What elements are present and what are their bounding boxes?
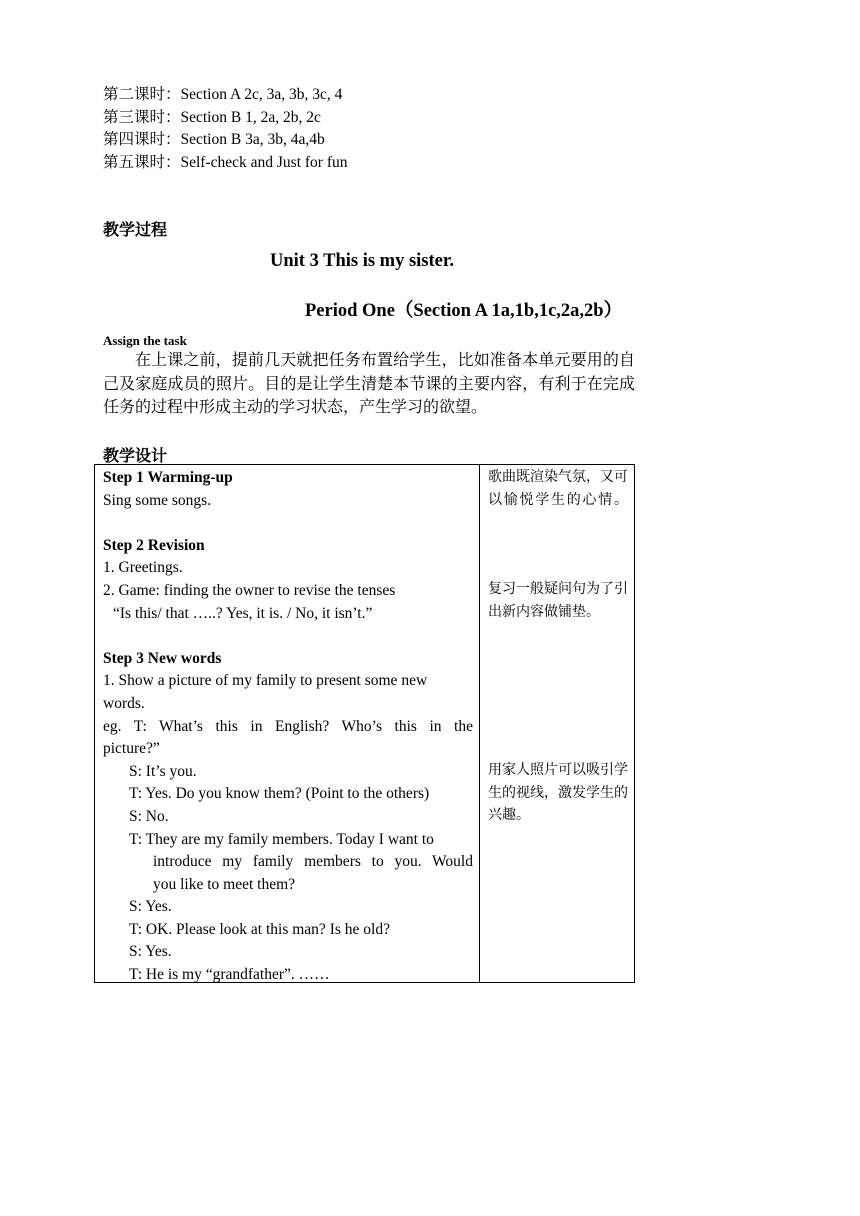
step-heading: Step 2 Revision xyxy=(103,536,205,554)
assign-task-paragraph: 在上课之前，提前几天就把任务布置给学生，比如准备本单元要用的自己及家庭成员的照片。目的是让学生清楚本节课的主要内容，有利于在完成任务的过程中形成主动的学习状态，产生学习的欲望。 xyxy=(103,352,635,416)
step-line: eg. T: What’s this in English? Who’s this in the xyxy=(103,717,473,735)
dialogue-line: T: He is my “grandfather”. …… xyxy=(129,966,330,984)
step-line: Sing some songs. xyxy=(103,491,212,509)
dialogue-line: S: Yes. xyxy=(129,943,172,961)
period-title: Period One（Section A 1a,1b,1c,2a,2b） xyxy=(305,301,623,321)
period-item: 第二课时：Section A 2c, 3a, 3b, 3c, 4 xyxy=(103,86,343,103)
step-line: words. xyxy=(103,694,145,712)
table-steps-column xyxy=(103,467,473,987)
period-item: 第三课时：Section B 1, 2a, 2b, 2c xyxy=(103,108,321,126)
dialogue-line: T: Yes. Do you know them? (Point to the others) xyxy=(129,785,430,803)
teaching-process-heading: 教学过程 xyxy=(103,222,168,239)
period-item: 第五课时：Self-check and Just for fun xyxy=(103,153,348,171)
step-line: 1. Greetings. xyxy=(103,559,183,577)
dialogue-line: introduce my family members to you. Would xyxy=(153,853,473,871)
design-note: 歌曲既渲染气氛，又可以愉悦学生的心情。 xyxy=(488,470,628,508)
step-line: picture?” xyxy=(103,740,160,758)
teaching-design-heading: 教学设计 xyxy=(103,448,168,465)
dialogue-line: S: No. xyxy=(129,807,169,825)
step-line: 1. Show a picture of my family to present some new xyxy=(103,672,428,690)
design-note: 复习一般疑问句为了引出新内容做铺垫。 xyxy=(488,582,628,620)
table-column-divider xyxy=(479,465,480,982)
design-note: 用家人照片可以吸引学生的视线，激发学生的兴趣。 xyxy=(488,763,628,823)
dialogue-line: S: It’s you. xyxy=(129,762,197,780)
blank-line xyxy=(103,512,473,535)
dialogue-line: T: OK. Please look at this man? Is he old? xyxy=(129,920,390,938)
step-heading: Step 3 New words xyxy=(103,649,222,667)
dialogue-line: you like to meet them? xyxy=(153,875,296,893)
dialogue-line: S: Yes. xyxy=(129,898,172,916)
step-line: “Is this/ that …..? Yes, it is. / No, it isn’t.” xyxy=(113,604,373,622)
period-item: 第四课时：Section B 3a, 3b, 4a,4b xyxy=(103,131,325,148)
teaching-design-table xyxy=(94,464,635,983)
dialogue-line: T: They are my family members. Today I want to xyxy=(129,830,434,848)
unit-title: Unit 3 This is my sister. xyxy=(270,251,455,271)
blank-line xyxy=(103,625,473,648)
period-schedule-list xyxy=(103,84,348,174)
step-heading: Step 1 Warming-up xyxy=(103,469,233,486)
step-line: 2. Game: finding the owner to revise the tenses xyxy=(103,581,396,599)
assign-task-label: Assign the task xyxy=(103,333,187,348)
